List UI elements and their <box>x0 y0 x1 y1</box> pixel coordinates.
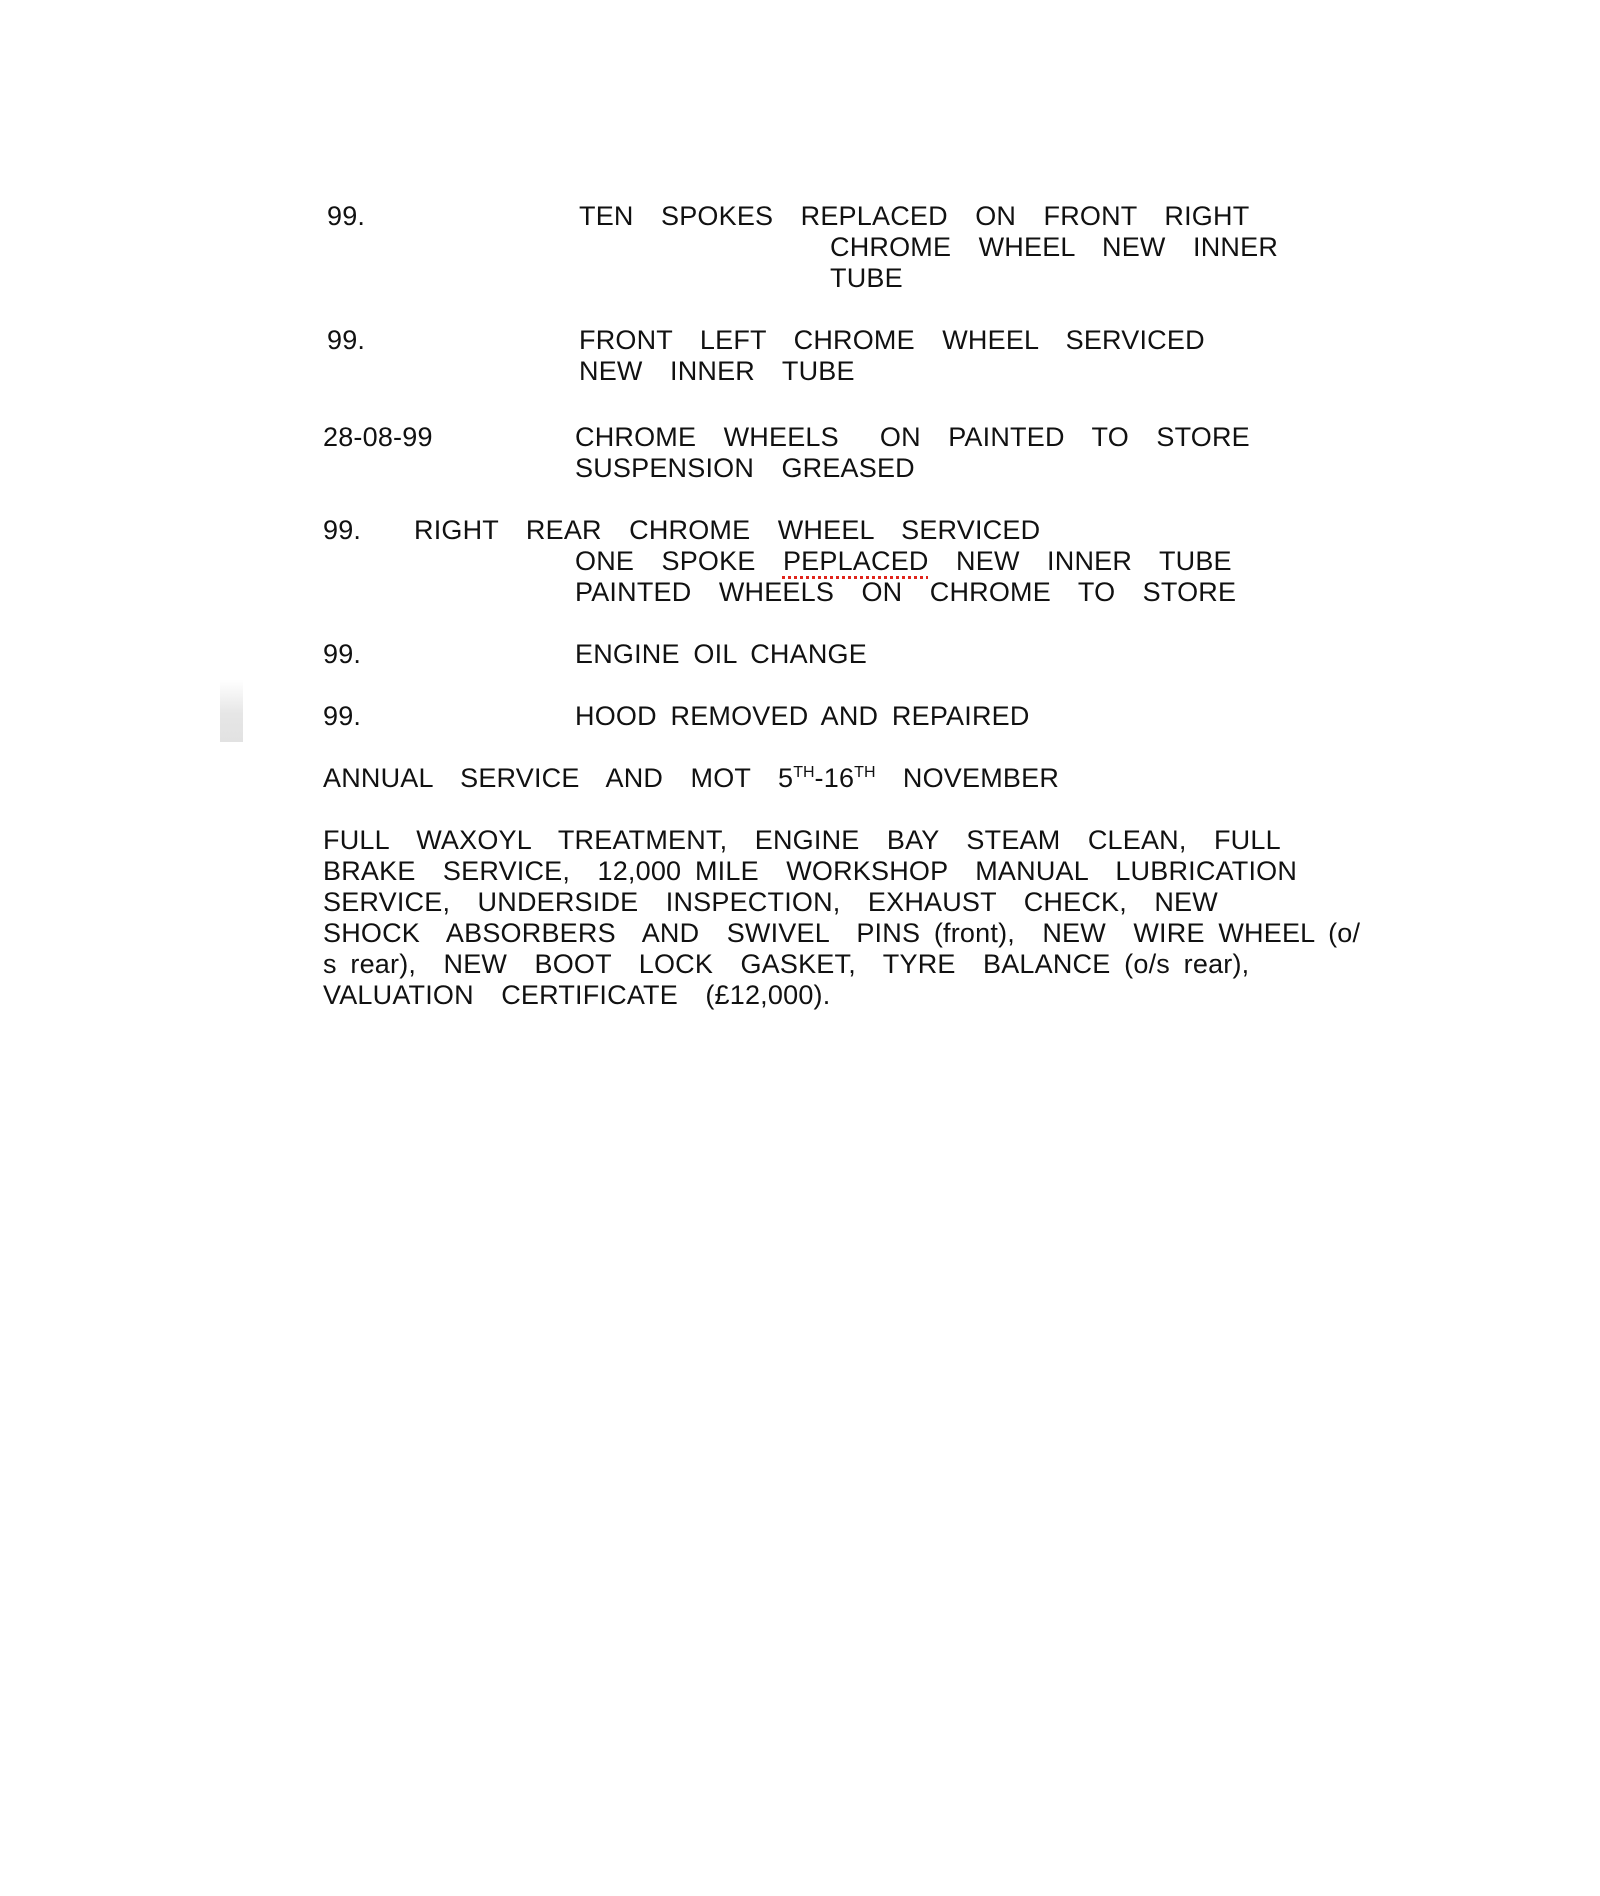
entry-6-date: 99. <box>323 701 362 731</box>
entry-6-line-1: HOOD REMOVED AND REPAIRED <box>575 701 1030 731</box>
summary-line-2: BRAKE SERVICE, 12,000 MILE WORKSHOP MANUAL LUBRICATION <box>323 856 1298 886</box>
entry-4-line-3: PAINTED WHEELS ON CHROME TO STORE <box>575 577 1237 607</box>
entry-4-line-1: RIGHT REAR CHROME WHEEL SERVICED <box>414 515 1041 545</box>
summary-line-1: FULL WAXOYL TREATMENT, ENGINE BAY STEAM CLEAN, FULL <box>323 825 1281 855</box>
summary-line-4: SHOCK ABSORBERS AND SWIVEL PINS (front), NEW WIRE WHEEL (o/ <box>323 918 1361 948</box>
entry-2-line-1: FRONT LEFT CHROME WHEEL SERVICED <box>579 325 1205 355</box>
entry-3-date: 28-08-99 <box>323 422 433 452</box>
entry-4-line-2-end: NEW INNER TUBE <box>956 546 1232 576</box>
summary-line-3: SERVICE, UNDERSIDE INSPECTION, EXHAUST CHECK, NEW <box>323 887 1218 917</box>
entry-5-line-1: ENGINE OIL CHANGE <box>575 639 867 669</box>
service-summary-paragraph <box>323 825 1361 1011</box>
entry-3-line-1: CHROME WHEELS ON PAINTED TO STORE <box>575 422 1250 452</box>
annual-suffix: NOVEMBER <box>875 763 1060 793</box>
entry-5-date: 99. <box>323 639 362 669</box>
summary-line-5: s rear), NEW BOOT LOCK GASKET, TYRE BALANCE (o/s rear), <box>323 949 1250 979</box>
margin-change-marker <box>220 680 243 742</box>
entry-1-date: 99. <box>327 201 366 231</box>
entry-2-line-2: NEW INNER TUBE <box>579 356 855 386</box>
annual-mid: -16 <box>814 763 855 793</box>
entry-1-line-1: TEN SPOKES REPLACED ON FRONT RIGHT <box>579 201 1250 231</box>
entry-1-line-3: TUBE <box>830 263 903 293</box>
annual-prefix: ANNUAL SERVICE AND MOT 5 <box>323 763 794 793</box>
entry-3-line-2: SUSPENSION GREASED <box>575 453 915 483</box>
entry-1-line-2: CHROME WHEEL NEW INNER <box>830 232 1279 262</box>
annual-sup-2: TH <box>854 764 876 781</box>
entry-4-line-2 <box>575 546 1232 577</box>
annual-service-heading <box>323 763 1059 794</box>
summary-line-6: VALUATION CERTIFICATE (£12,000). <box>323 980 831 1010</box>
entry-2-date: 99. <box>327 325 366 355</box>
entry-4-line-2-start: ONE SPOKE <box>575 546 756 576</box>
misspelled-word[interactable]: PEPLACED <box>782 546 929 576</box>
annual-sup-1: TH <box>793 764 815 781</box>
entry-4-date: 99. <box>323 515 362 545</box>
